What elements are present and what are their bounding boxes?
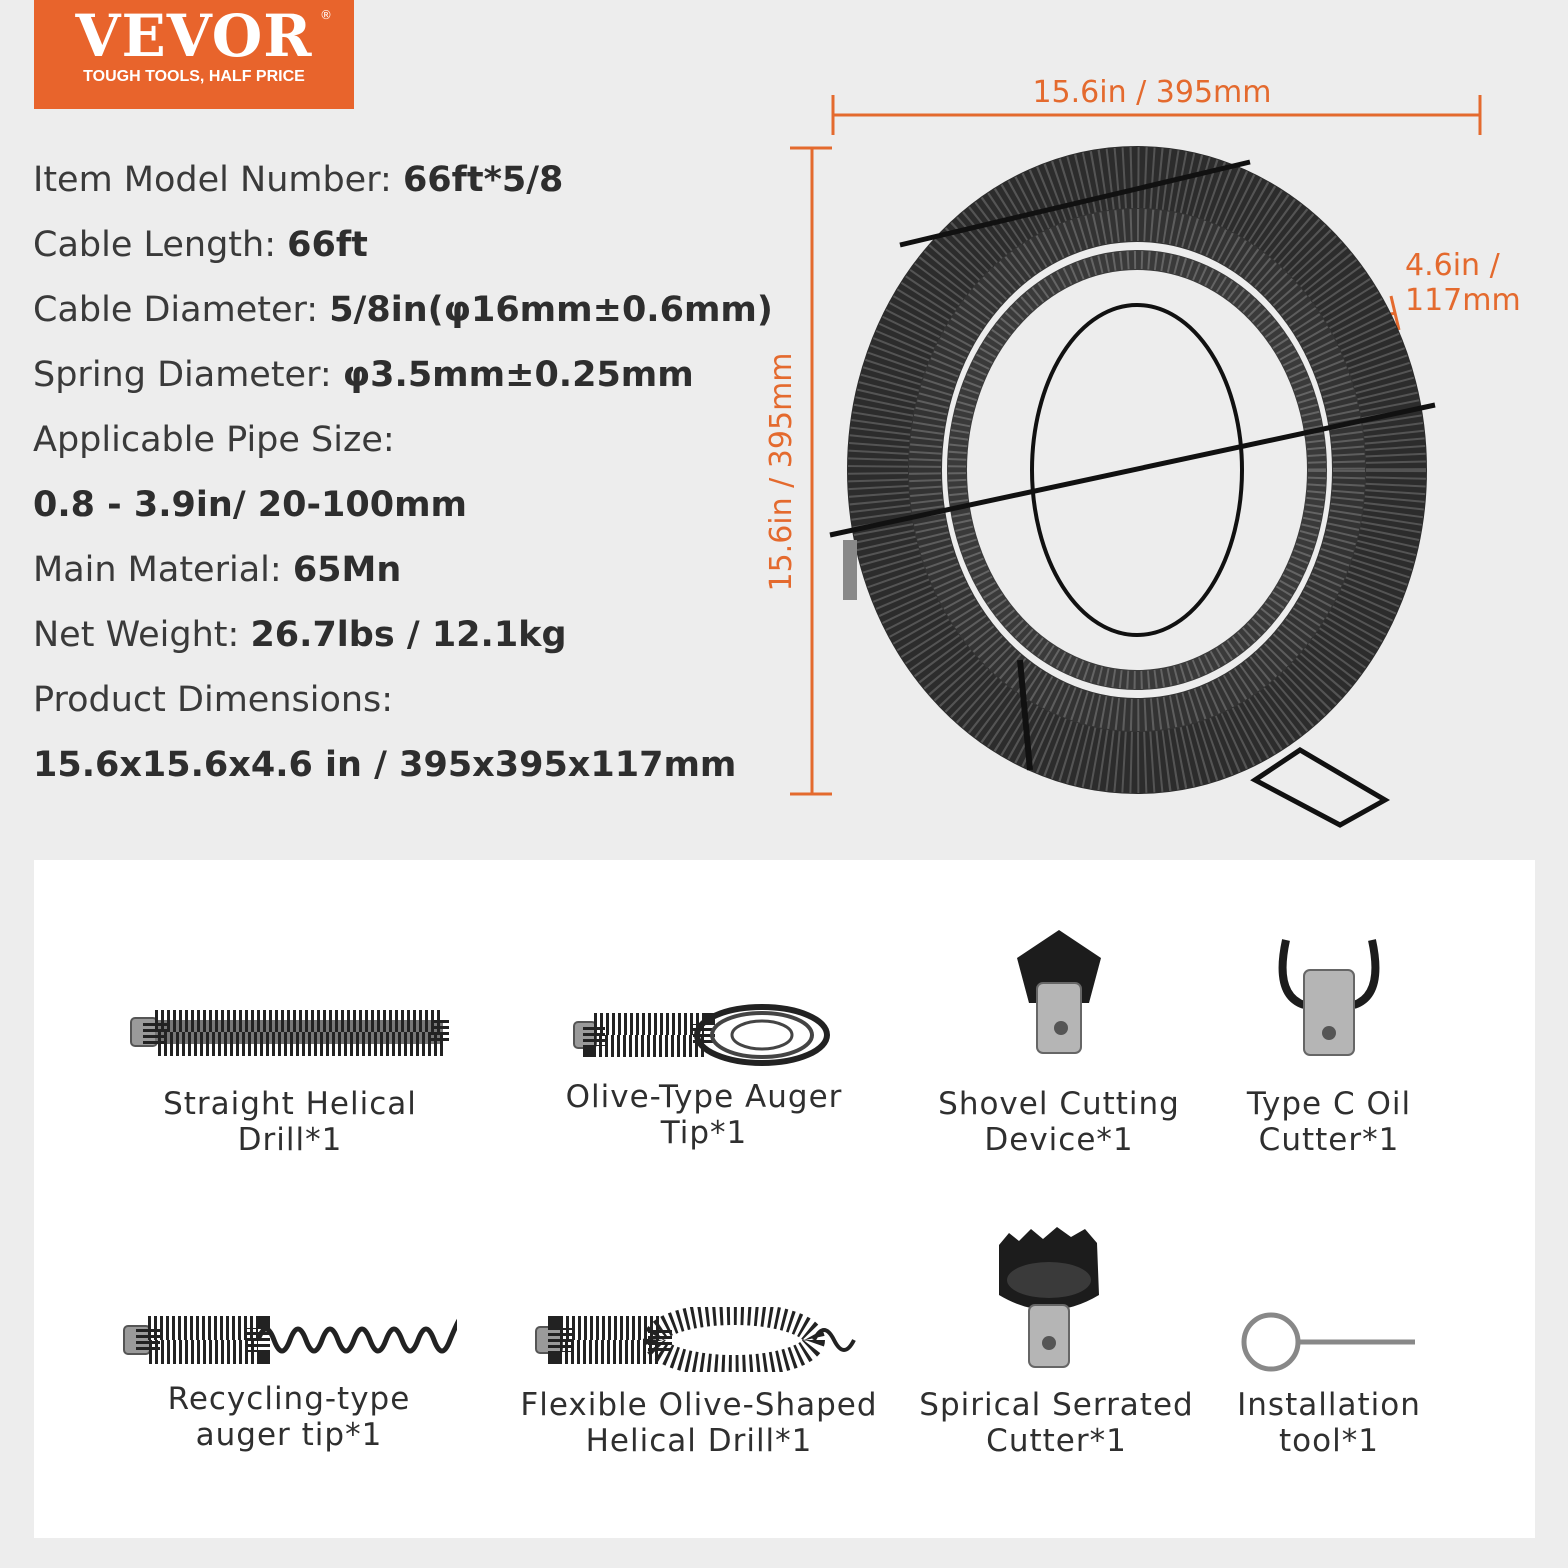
width-dimension-label: 15.6in / 395mm (1032, 75, 1272, 110)
spec-cable-diameter: Cable Diameter: 5/8in(φ16mm±0.6mm) (33, 290, 773, 330)
straight-helical-drill-icon (129, 1010, 449, 1060)
recycling-auger-tip-icon (122, 1312, 457, 1367)
accessory-label: Shovel Cutting Device*1 (938, 1086, 1180, 1158)
coiled-drain-cable-image (830, 162, 1435, 825)
spec-pipe-size-value: 0.8 - 3.9in/ 20-100mm (33, 485, 468, 525)
depth-dimension-label-line1: 4.6in / (1405, 248, 1500, 283)
spec-dimensions-value: 15.6x15.6x4.6 in / 395x395x117mm (33, 745, 737, 785)
spec-net-weight: Net Weight: 26.7lbs / 12.1kg (33, 615, 567, 655)
spec-cable-length: Cable Length: 66ft (33, 225, 368, 265)
accessory-label: Flexible Olive-Shaped Helical Drill*1 (520, 1387, 878, 1459)
c-cutter-icon (1274, 935, 1384, 1060)
brand-tagline: TOUGH TOOLS, HALF PRICE (83, 68, 305, 85)
height-dimension-label: 15.6in / 395mm (764, 352, 799, 592)
registered-mark: ® (320, 8, 332, 22)
serrated-cutter-icon (989, 1225, 1109, 1375)
installation-tool-icon (1239, 1310, 1419, 1375)
shovel-cutter-icon (1009, 928, 1109, 1058)
accessory-label: Spirical Serrated Cutter*1 (919, 1387, 1194, 1459)
spec-dimensions-label: Product Dimensions: (33, 680, 394, 720)
accessory-label: Type C Oil Cutter*1 (1246, 1086, 1412, 1158)
accessory-label: Recycling-type auger tip*1 (167, 1381, 411, 1453)
accessories-panel (34, 860, 1535, 1538)
spec-main-material: Main Material: 65Mn (33, 550, 402, 590)
accessory-label: Installation tool*1 (1237, 1387, 1421, 1459)
depth-dimension-label-line2: 117mm (1405, 283, 1521, 318)
accessory-label: Straight Helical Drill*1 (163, 1086, 417, 1158)
spec-pipe-size-label: Applicable Pipe Size: (33, 420, 395, 460)
accessory-label: Olive-Type Auger Tip*1 (565, 1079, 843, 1151)
olive-auger-tip-icon (572, 1000, 832, 1070)
spec-model-number: Item Model Number: 66ft*5/8 (33, 160, 564, 200)
brand-name: VEVOR (75, 2, 313, 70)
flexible-olive-drill-icon (534, 1307, 869, 1372)
spec-spring-diameter: Spring Diameter: φ3.5mm±0.25mm (33, 355, 694, 395)
